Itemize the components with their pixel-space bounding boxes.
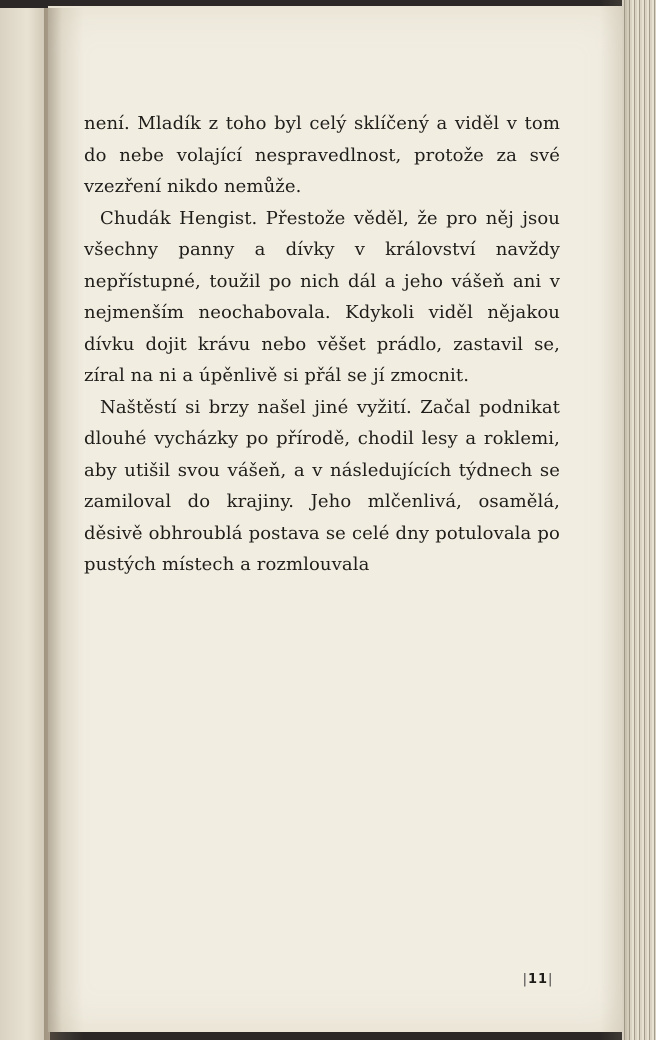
page-number: 11 xyxy=(527,972,549,987)
left-page-edge xyxy=(0,8,50,1040)
right-shadow xyxy=(600,0,630,1040)
paragraph-3: Naštěstí si brzy našel jiné vyžití. Začal podnikat dlouhé vycházky po přírodě, chodil lesy a roklemi, aby utišil svou vášeň, a v následujících týdnech se zamiloval do krajiny. Jeho mlčenlivá, osamělá, děsivě obhroublá postava se celé dny potulovala po pustých místech a rozmlouvala xyxy=(84,396,560,575)
paragraph-2: Chudák Hengist. Přestože věděl, že pro něj jsou všechny panny a dívky v království navždy nepřístupné, toužil po nich dál a jeho vášeň ani v nejmenším neochabovala. Kdykoli viděl nějakou dívku dojit krávu nebo věšet prádlo, zastavil se, zíral na ni a úpěnlivě si přál se jí zmocnit. xyxy=(84,207,560,386)
body-text xyxy=(84,108,560,581)
paragraph-1: není. Mladík z toho byl celý sklíčený a viděl v tom do nebe volající nespravedlnost, protože za své vzezření nikdo nemůže. xyxy=(84,113,560,197)
gutter-shadow xyxy=(44,8,84,1040)
page-number-block xyxy=(516,972,560,987)
page-number-right-rule: | xyxy=(548,972,554,987)
page-number-left-rule: | xyxy=(522,972,528,987)
